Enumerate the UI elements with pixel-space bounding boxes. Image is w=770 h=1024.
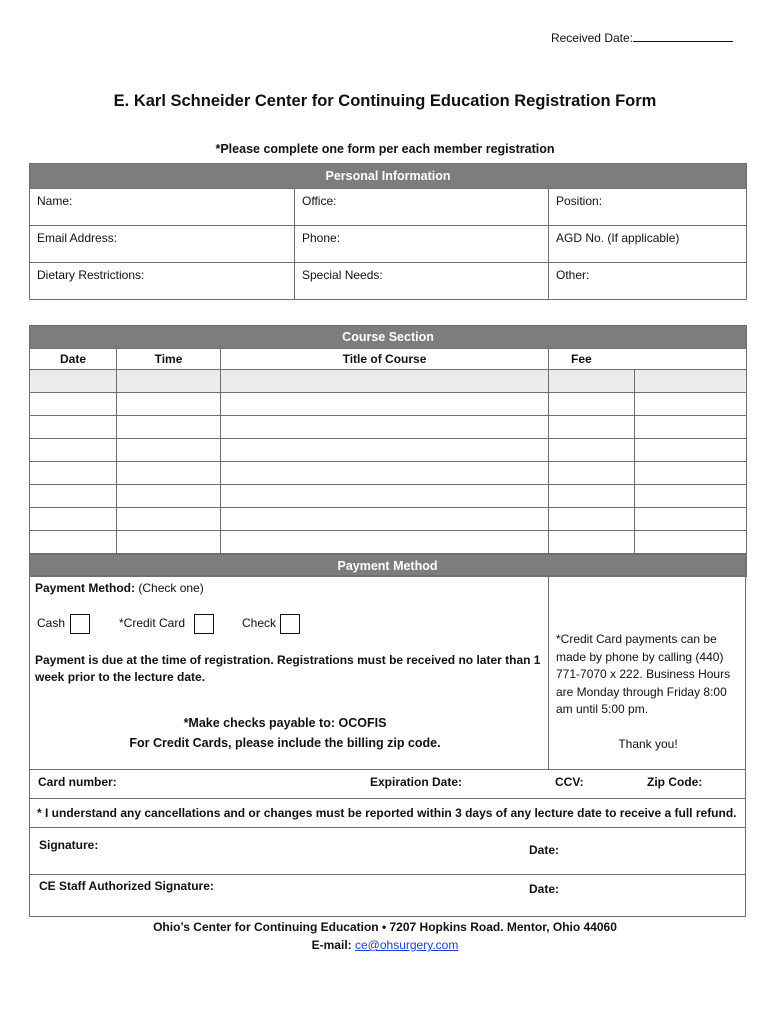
title-cell[interactable]: [221, 485, 549, 508]
table-row: [30, 462, 747, 485]
fee-amount-cell[interactable]: [635, 370, 747, 393]
ccv-label: CCV:: [555, 775, 584, 789]
staff-signature-label: CE Staff Authorized Signature:: [39, 879, 214, 893]
agd-field[interactable]: AGD No. (If applicable): [549, 226, 747, 263]
course-table: [29, 325, 747, 577]
name-field[interactable]: Name:: [30, 189, 295, 226]
title-cell[interactable]: [221, 416, 549, 439]
special-needs-field[interactable]: Special Needs:: [295, 263, 549, 300]
signature-row[interactable]: [29, 827, 746, 875]
received-date-line[interactable]: [633, 30, 733, 42]
date-cell[interactable]: [30, 485, 117, 508]
payable-note: *Make checks payable to: OCOFIS For Credit Cards, please include the billing zip code.: [129, 716, 441, 750]
footer-email: E-mail: ce@ohsurgery.com: [311, 938, 459, 952]
title-cell[interactable]: [221, 462, 549, 485]
signature-date-label: Date:: [529, 843, 560, 857]
phone-field[interactable]: Phone:: [295, 226, 549, 263]
form-subtitle: *Please complete one form per each member registration: [215, 142, 555, 156]
payment-divider: [548, 575, 549, 770]
personal-info-header: Personal Information: [30, 164, 747, 189]
thank-you-text: Thank you!: [618, 737, 678, 751]
fee-cell[interactable]: [549, 508, 635, 531]
time-cell[interactable]: [117, 485, 221, 508]
fee-amount-cell[interactable]: [635, 508, 747, 531]
col-title: Title of Course: [221, 349, 549, 370]
check-label: Check: [242, 616, 277, 630]
table-row: [30, 531, 747, 554]
fee-cell[interactable]: [549, 416, 635, 439]
cancellation-policy: * I understand any cancellations and or changes must be reported within 3 days of any lecture date to receive a full refund.: [29, 798, 746, 828]
payment-method-header: Payment Method: [29, 554, 746, 576]
dietary-field[interactable]: Dietary Restrictions:: [30, 263, 295, 300]
fee-amount-cell[interactable]: [635, 416, 747, 439]
date-cell[interactable]: [30, 508, 117, 531]
course-section-header: Course Section: [30, 326, 747, 349]
office-field[interactable]: Office:: [295, 189, 549, 226]
fee-amount-cell[interactable]: [635, 462, 747, 485]
fee-amount-cell[interactable]: [635, 393, 747, 416]
card-details-row[interactable]: [29, 769, 746, 799]
date-cell[interactable]: [30, 416, 117, 439]
time-cell[interactable]: [117, 531, 221, 554]
staff-signature-row[interactable]: [29, 874, 746, 917]
table-row: [30, 439, 747, 462]
title-cell[interactable]: [221, 370, 549, 393]
table-row: [30, 416, 747, 439]
date-cell[interactable]: [30, 370, 117, 393]
time-cell[interactable]: [117, 393, 221, 416]
credit-card-label: *Credit Card: [119, 616, 186, 630]
time-cell[interactable]: [117, 508, 221, 531]
fee-cell[interactable]: [549, 439, 635, 462]
check-checkbox[interactable]: [280, 614, 300, 634]
form-title: E. Karl Schneider Center for Continuing Education Registration Form: [113, 92, 657, 110]
staff-date-label: Date:: [529, 882, 560, 896]
zip-code-label: Zip Code:: [647, 775, 703, 789]
fee-cell[interactable]: [549, 370, 635, 393]
fee-cell[interactable]: [549, 531, 635, 554]
credit-card-phone-note: *Credit Card payments can be made by phone by calling (440) 771-7070 x 222. Business Hours are Monday through Friday 8:00 am until 5:00 pm.: [556, 632, 731, 716]
date-cell[interactable]: [30, 531, 117, 554]
fee-amount-cell[interactable]: [635, 485, 747, 508]
table-row: [30, 370, 747, 393]
signature-label: Signature:: [39, 838, 99, 852]
email-link[interactable]: ce@ohsurgery.com: [355, 938, 459, 952]
time-cell[interactable]: [117, 416, 221, 439]
fee-cell[interactable]: [549, 393, 635, 416]
table-row: [30, 393, 747, 416]
title-cell[interactable]: [221, 393, 549, 416]
cash-label: Cash: [37, 616, 66, 630]
received-date: [551, 30, 733, 45]
time-cell[interactable]: [117, 370, 221, 393]
title-cell[interactable]: [221, 531, 549, 554]
fee-cell[interactable]: [549, 462, 635, 485]
title-cell[interactable]: [221, 439, 549, 462]
time-cell[interactable]: [117, 439, 221, 462]
payment-due-note: Payment is due at the time of registration. Registrations must be received no later than 1 week prior to the lecture date.: [35, 653, 541, 684]
expiration-date-label: Expiration Date:: [370, 775, 463, 789]
card-number-label: Card number:: [38, 775, 117, 789]
date-cell[interactable]: [30, 393, 117, 416]
footer-address: Ohio’s Center for Continuing Education • 7207 Hopkins Road. Mentor, Ohio 44060: [153, 920, 617, 934]
col-fee: Fee: [549, 349, 747, 370]
position-field[interactable]: Position:: [549, 189, 747, 226]
table-row: [30, 508, 747, 531]
credit-card-checkbox[interactable]: [194, 614, 214, 634]
fee-amount-cell[interactable]: [635, 439, 747, 462]
email-field[interactable]: Email Address:: [30, 226, 295, 263]
col-time: Time: [117, 349, 221, 370]
title-cell[interactable]: [221, 508, 549, 531]
date-cell[interactable]: [30, 462, 117, 485]
cash-checkbox[interactable]: [70, 614, 90, 634]
time-cell[interactable]: [117, 462, 221, 485]
table-row: [30, 485, 747, 508]
col-date: Date: [30, 349, 117, 370]
received-date-label: Received Date:: [550, 31, 633, 45]
payment-method-label: Payment Method: (Check one): [35, 581, 204, 595]
personal-info-table: [29, 163, 747, 300]
other-field[interactable]: Other:: [549, 263, 747, 300]
fee-cell[interactable]: [549, 485, 635, 508]
date-cell[interactable]: [30, 439, 117, 462]
fee-amount-cell[interactable]: [635, 531, 747, 554]
